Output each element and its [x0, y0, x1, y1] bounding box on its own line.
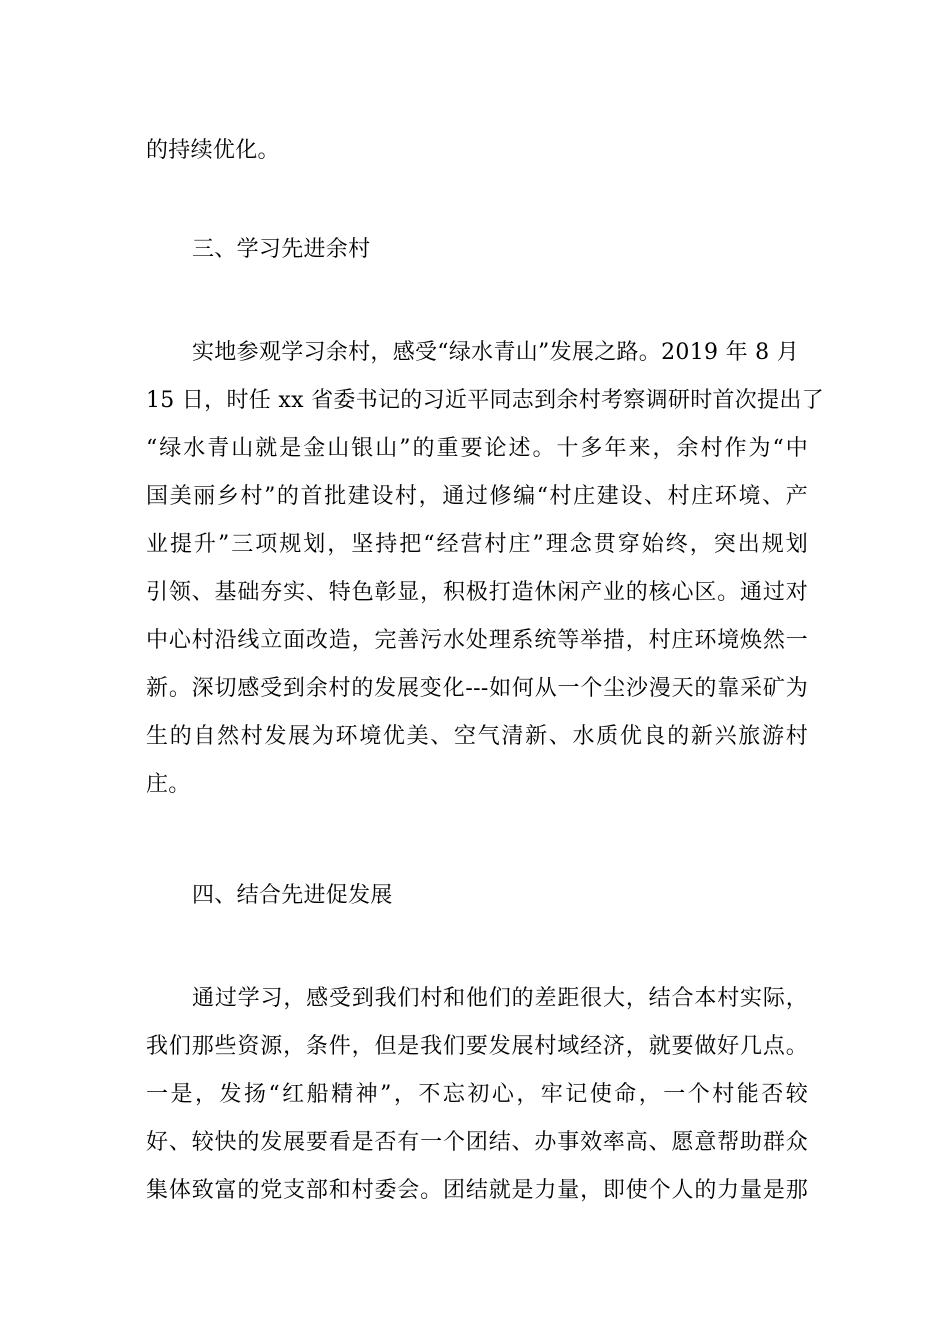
paragraph-line: 国美丽乡村”的首批建设村，通过修编“村庄建设、村庄环境、产 [146, 484, 808, 509]
section-heading: 四、结合先进促发展 [192, 883, 393, 908]
paragraph-line: 我们那些资源，条件，但是我们要发展村域经济，就要做好几点。 [146, 1034, 808, 1059]
paragraph-line: “绿水青山就是金山银山”的重要论述。十多年来，余村作为“中 [146, 436, 808, 461]
paragraph-line: 15 日，时任 xx 省委书记的习近平同志到余村考察调研时首次提出了 [146, 388, 824, 413]
paragraph-line: 中心村沿线立面改造，完善污水处理系统等举措，村庄环境焕然一 [146, 628, 808, 653]
paragraph-line: 的持续优化。 [146, 138, 280, 163]
section-heading: 三、学习先进余村 [192, 237, 371, 262]
paragraph-line: 业提升”三项规划，坚持把“经营村庄”理念贯穿始终，突出规划 [146, 532, 808, 557]
paragraph-line: 好、较快的发展要看是否有一个团结、办事效率高、愿意帮助群众 [146, 1130, 808, 1155]
paragraph-line: 庄。 [146, 772, 191, 797]
paragraph-line: 新。深切感受到余村的发展变化---如何从一个尘沙漫天的靠采矿为 [146, 676, 808, 701]
paragraph-line: 集体致富的党支部和村委会。团结就是力量，即使个人的力量是那 [146, 1178, 808, 1203]
paragraph-line: 引领、基础夯实、特色彰显，积极打造休闲产业的核心区。通过对 [146, 580, 808, 605]
paragraph-line: 实地参观学习余村，感受“绿水青山”发展之路。2019 年 8 月 [192, 340, 800, 365]
paragraph-line: 一是，发扬“红船精神”，不忘初心，牢记使命，一个村能否较 [146, 1082, 808, 1107]
paragraph-line: 生的自然村发展为环境优美、空气清新、水质优良的新兴旅游村 [146, 724, 808, 749]
paragraph-line: 通过学习，感受到我们村和他们的差距很大，结合本村实际， [192, 986, 808, 1011]
